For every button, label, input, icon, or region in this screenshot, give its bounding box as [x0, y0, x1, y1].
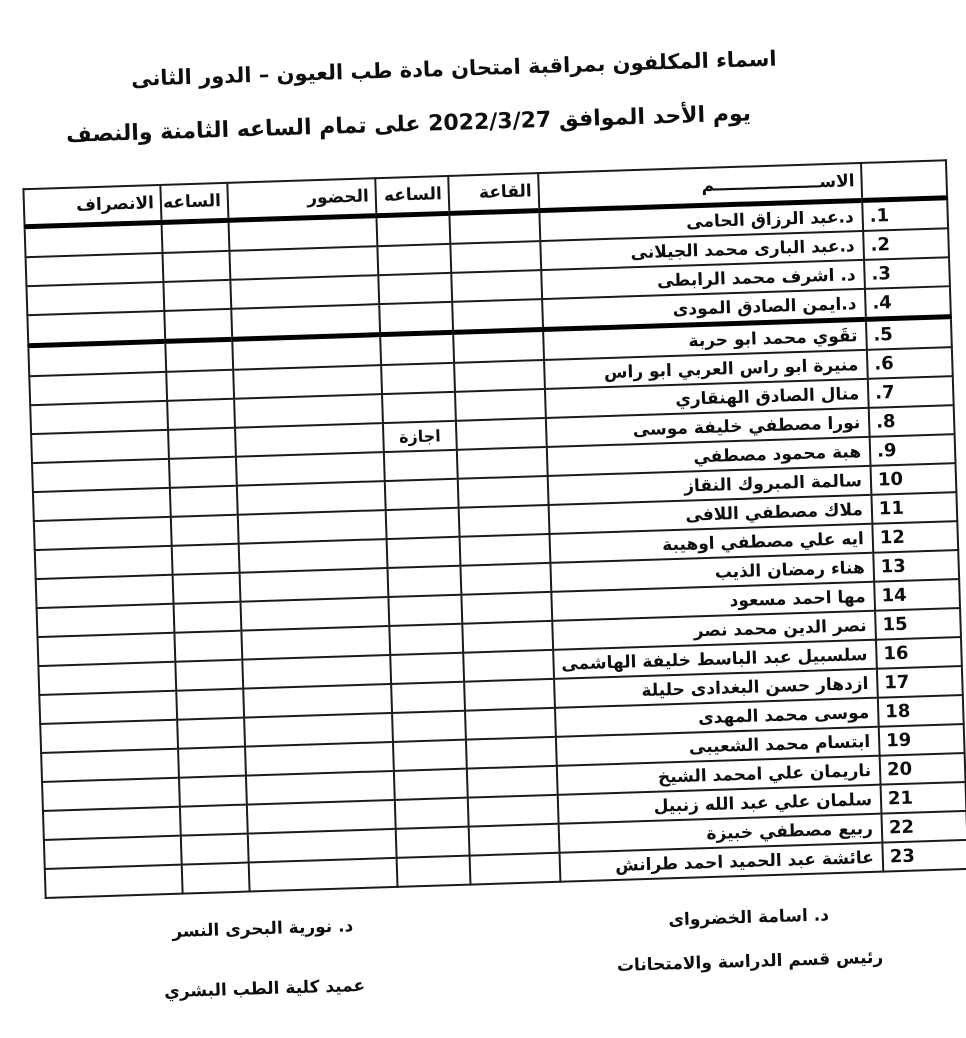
departure-cell [30, 401, 168, 434]
invigilator-name: د.عبد البارى محمد الجيلانى [540, 231, 864, 270]
departure-cell [27, 311, 165, 346]
hour-depart-cell [165, 339, 233, 372]
attendance-cell [239, 539, 388, 573]
row-number: 15 [875, 608, 961, 640]
hall-cell [458, 476, 549, 508]
hour-attend-cell [376, 213, 450, 246]
attendance-cell [244, 713, 393, 747]
attendance-cell [240, 568, 389, 602]
hall-cell [459, 505, 550, 537]
invigilator-name: عائشة عبد الحميد احمد طرانش [560, 843, 884, 882]
hall-cell [452, 299, 543, 332]
invigilator-name: سلسبيل عبد الباسط خليفة الهاشمى [553, 640, 877, 679]
hall-cell [451, 270, 542, 302]
row-number: 23 [882, 840, 966, 872]
attendance-cell [247, 800, 396, 834]
departure-cell [25, 222, 163, 257]
attendance-cell [233, 365, 382, 399]
attendance-cell [245, 742, 394, 776]
hour-attend-cell [387, 566, 461, 597]
hour-attend-cell [390, 653, 464, 684]
invigilator-name: منيرة ابو راس العربي ابو راس [544, 350, 868, 389]
hour-depart-cell [169, 457, 237, 488]
attendance-cell [238, 510, 387, 544]
signature-block-dean [143, 915, 385, 1002]
hall-cell [467, 766, 558, 798]
departure-cell [31, 430, 169, 463]
hall-cell [460, 563, 551, 595]
hour-depart-cell [179, 776, 247, 807]
hall-cell [454, 360, 545, 392]
departure-cell [41, 749, 179, 782]
hour-attend-cell [387, 537, 461, 568]
attendance-cell [237, 481, 386, 515]
hall-cell [462, 621, 553, 653]
header-name: الاســــــــــــــــــم [538, 163, 862, 211]
signatory-title: عميد كلية الطب البشري [163, 975, 366, 1003]
hour-depart-cell [176, 689, 244, 720]
document-date-line: يوم الأحد الموافق 2022/3/27 على تمام الساعه الثامنة والنصف [65, 101, 752, 148]
departure-cell [45, 865, 183, 898]
hour-depart-cell [171, 515, 239, 546]
hour-attend-cell [377, 244, 451, 275]
row-number: 14 [874, 579, 960, 611]
hall-cell [455, 389, 546, 421]
departure-cell [38, 662, 176, 695]
row-number: 4. [865, 286, 951, 319]
departure-cell [44, 836, 182, 869]
departure-cell [40, 720, 178, 753]
invigilator-name: نصر الدين محمد نصر [552, 611, 876, 650]
hour-attend-cell [395, 798, 469, 829]
signatory-name: د. اسامة الخضرواى [668, 905, 830, 931]
row-number: 12 [872, 521, 958, 553]
hall-cell [460, 534, 551, 566]
hour-attend-cell [384, 450, 458, 481]
row-number: 7. [868, 376, 954, 408]
attendance-cell [240, 597, 389, 631]
departure-cell [26, 282, 164, 315]
hour-attend-cell [379, 302, 453, 335]
attendance-cell [249, 858, 398, 892]
attendance-cell [235, 423, 384, 457]
attendance-cell [243, 684, 392, 718]
attendance-cell [246, 771, 395, 805]
departure-cell [37, 604, 175, 637]
hour-depart-cell [181, 834, 249, 865]
invigilator-name: ناريمان علي امحمد الشيخ [557, 756, 881, 795]
row-number: 10 [871, 463, 957, 495]
hall-cell [457, 447, 548, 479]
row-number: 2. [863, 228, 949, 260]
hour-depart-cell [162, 251, 230, 282]
invigilator-name: ايه علي مصطفي اوهيبة [550, 524, 874, 563]
hall-cell [461, 592, 552, 624]
departure-cell [42, 778, 180, 811]
signature-block-exams-head [603, 903, 895, 976]
departure-cell [34, 517, 172, 550]
hall-cell [470, 853, 561, 885]
hour-depart-cell [178, 747, 246, 778]
invigilator-name: د.عبد الرزاق الحامى [539, 200, 863, 241]
row-number: 13 [873, 550, 959, 582]
header-hour-depart: الساعه [160, 183, 228, 223]
invigilator-name: ملاك مصطفي اللافى [549, 495, 873, 534]
hour-attend-cell [385, 479, 459, 510]
hour-attend-cell [388, 595, 462, 626]
hour-depart-cell [182, 863, 250, 894]
invigilator-name: تقَوي محمد ابو حربة [543, 319, 867, 360]
hour-depart-cell [163, 280, 231, 311]
invigilator-name: ابتسام محمد الشعيبى [556, 727, 880, 766]
hour-attend-cell [391, 682, 465, 713]
hour-attend-cell [381, 363, 455, 394]
departure-cell [28, 341, 166, 376]
hall-cell [469, 824, 560, 856]
hour-depart-cell [166, 370, 234, 401]
signatory-name: د. نورية البحرى النسر [171, 916, 354, 942]
row-number: 19 [879, 724, 965, 756]
hall-cell [449, 211, 540, 244]
row-number: 20 [880, 753, 966, 785]
departure-cell [29, 372, 167, 405]
invigilator-name: منال الصادق الهنقاري [545, 379, 869, 418]
hall-cell [456, 418, 547, 450]
departure-cell [37, 633, 175, 666]
row-number: 1. [862, 198, 948, 231]
row-number: 18 [878, 695, 964, 727]
invigilator-name: سلمان علي عبد الله زنبيل [558, 785, 882, 824]
departure-cell [43, 807, 181, 840]
attendance-cell [228, 216, 377, 251]
departure-cell [35, 546, 173, 579]
hour-depart-cell [164, 309, 232, 342]
hall-cell [468, 795, 559, 827]
invigilator-name: ربيع مصطفي خبيزة [559, 814, 883, 853]
hour-attend-cell [382, 392, 456, 423]
signatory-title: رئيس قسم الدراسة والامتحانات [616, 947, 884, 977]
departure-cell [39, 691, 177, 724]
departure-cell [26, 253, 164, 286]
invigilator-name: د. اشرف محمد الرابطى [541, 260, 865, 299]
row-number: 17 [877, 666, 963, 698]
header-departure: الانصراف [23, 185, 161, 227]
departure-cell [36, 575, 174, 608]
hall-cell [465, 708, 556, 740]
header-attendance: الحضور [227, 178, 376, 220]
invigilator-name: نورا مصطفي خليفة موسى [546, 408, 870, 447]
attendance-cell [232, 335, 381, 370]
invigilators-table [22, 159, 966, 899]
row-number: 21 [881, 782, 966, 814]
hour-attend-cell [397, 856, 471, 887]
hall-cell [463, 650, 554, 682]
hour-attend-cell [392, 711, 466, 742]
row-number: 6. [867, 347, 953, 379]
hour-depart-cell [168, 428, 236, 459]
attendance-cell [229, 246, 378, 280]
row-number: 11 [871, 492, 957, 524]
attendance-cell [241, 626, 390, 660]
row-number: 3. [864, 257, 950, 289]
hour-depart-cell [174, 602, 242, 633]
invigilator-name: هناء رمضان الذيب [550, 553, 874, 592]
hour-depart-cell [170, 486, 238, 517]
invigilator-name: سالمة المبروك النقاز [548, 466, 872, 505]
attendance-cell [242, 655, 391, 689]
hour-attend-cell [389, 624, 463, 655]
header-hour-attend: الساعه [375, 176, 449, 216]
row-number: 9. [870, 434, 956, 466]
departure-cell [32, 459, 170, 492]
hour-depart-cell [174, 631, 242, 662]
invigilator-name: موسى محمد المهدى [555, 698, 879, 737]
invigilator-name: مها احمد مسعود [551, 582, 875, 621]
row-number: 22 [881, 811, 966, 843]
hall-cell [453, 330, 544, 363]
attendance-cell [231, 304, 380, 339]
invigilator-name: هبة محمود مصطفي [547, 437, 871, 476]
attendance-cell [230, 275, 379, 309]
row-number: 5. [866, 317, 952, 350]
hour-depart-cell [173, 573, 241, 604]
hour-depart-cell [175, 660, 243, 691]
hour-attend-cell [396, 827, 470, 858]
hour-attend-cell [394, 769, 468, 800]
document-title: اسماء المكلفون بمراقبة امتحان مادة طب العيون – الدور الثانى [130, 46, 777, 91]
hall-cell [450, 241, 541, 273]
hour-depart-cell [162, 220, 230, 253]
hour-attend-cell [393, 740, 467, 771]
header-number [861, 160, 947, 200]
invigilator-name: د.ايمن الصادق المودى [542, 289, 866, 330]
hour-attend-cell [378, 273, 452, 304]
hour-depart-cell [180, 805, 248, 836]
hall-cell [464, 679, 555, 711]
hour-attend-cell [380, 332, 454, 365]
invigilator-name: ازدهار حسن البغدادى حليلة [554, 669, 878, 708]
hall-cell [466, 737, 557, 769]
hour-attend-cell [386, 508, 460, 539]
departure-cell [33, 488, 171, 521]
hour-depart-cell [172, 544, 240, 575]
header-hall: القاعة [448, 173, 539, 213]
row-number: 16 [876, 637, 962, 669]
row-number: 8. [869, 405, 955, 437]
attendance-cell [248, 829, 397, 863]
hour-attend-cell: اجازة [383, 421, 457, 452]
attendance-cell [234, 394, 383, 428]
hour-depart-cell [167, 399, 235, 430]
attendance-cell [236, 452, 385, 486]
hour-depart-cell [177, 718, 245, 749]
